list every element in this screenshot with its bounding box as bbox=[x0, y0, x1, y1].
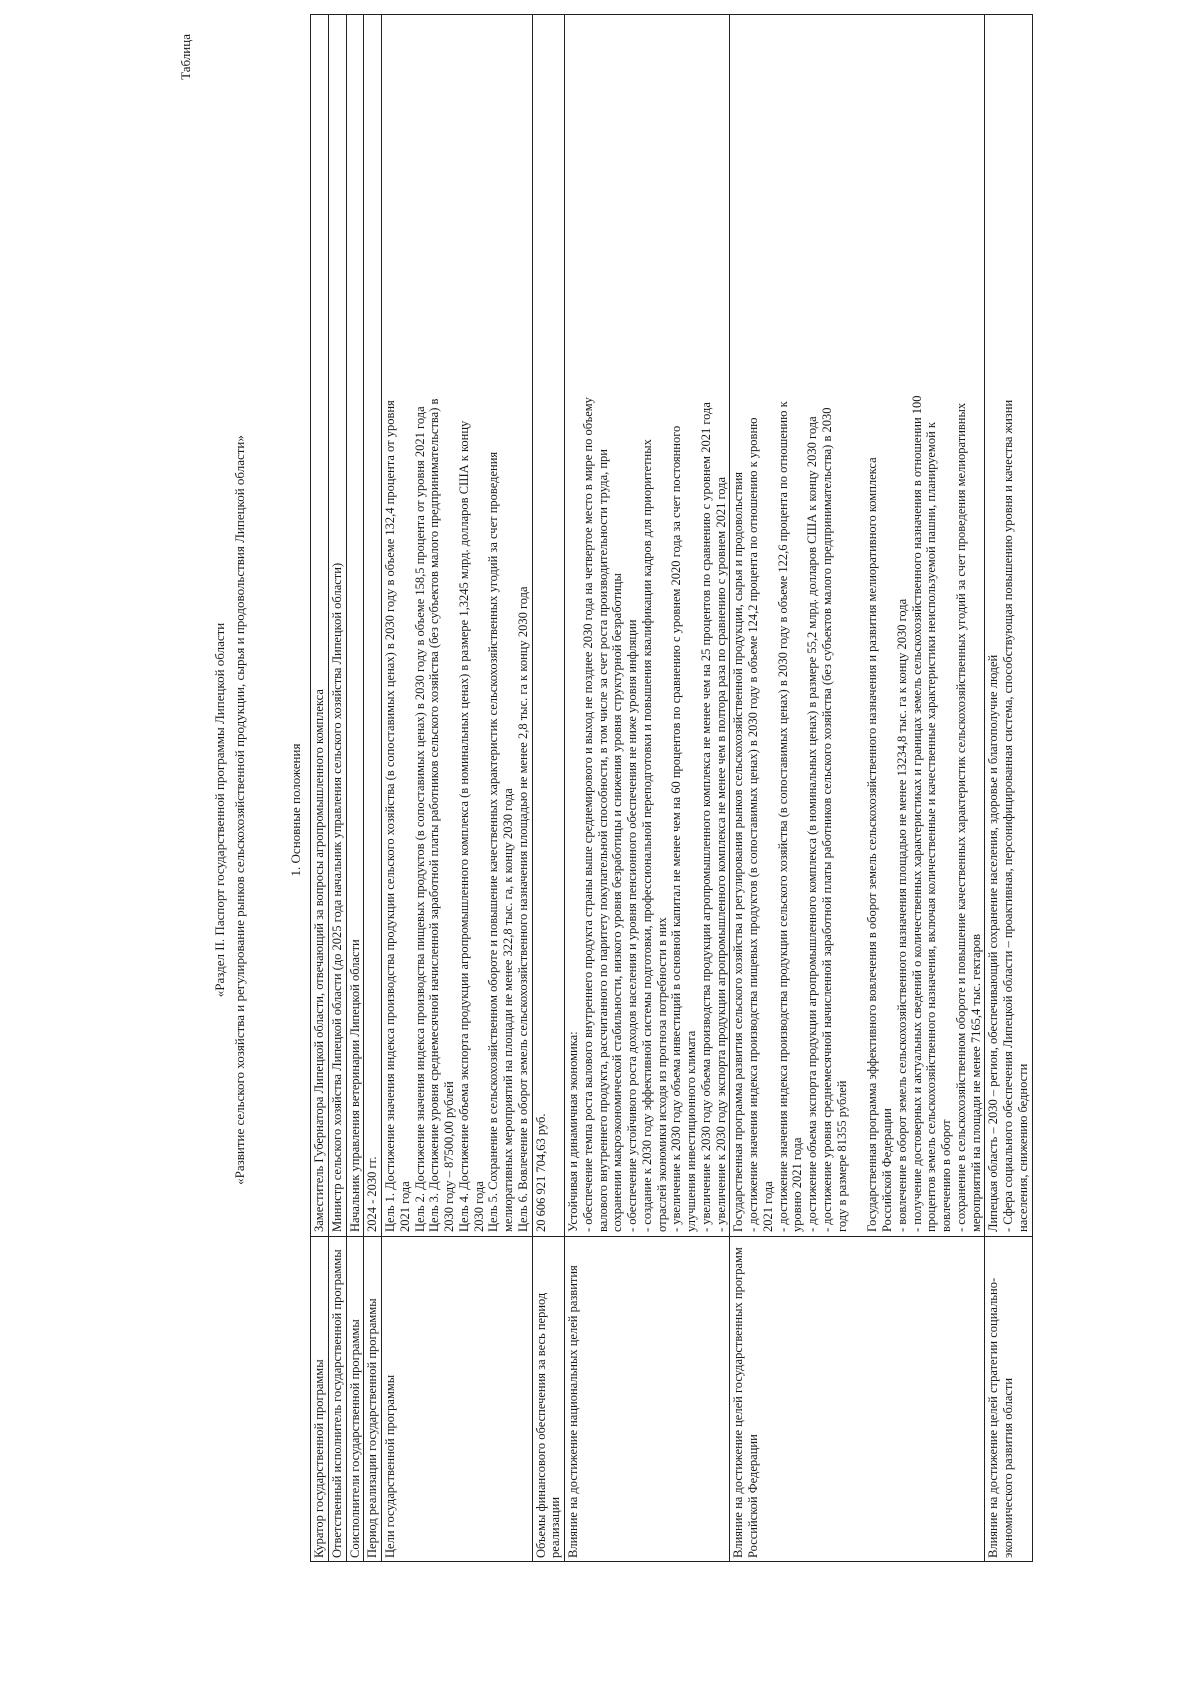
value-line: - сохранение в сельскохозяйственном обороте и повышение качественных характеристик сельскохозяйственных угодий за счет проведения мелиоративных bbox=[953, 402, 968, 1232]
table-row bbox=[328, 15, 346, 1562]
row-value bbox=[565, 15, 730, 1237]
value-line: Российской Федерации bbox=[880, 1108, 894, 1232]
value-line: Цель 3. Достижение уровня среднемесячной начисленной заработной платы работников сельского хозяйства (без субъектов малого предпринимательства) в bbox=[427, 398, 442, 1232]
value-line: Цель 5. Сохранение в сельскохозяйственном обороте и повышение качественных характеристик сельскохозяйственных угодий за счет проведения bbox=[486, 451, 501, 1232]
value-line: - достижение объема экспорта продукции агропромышленного комплекса (в номинальных ценах) в размере 55,2 млрд. долларов США к концу 2030 года bbox=[805, 416, 819, 1232]
value-line: 2030 года bbox=[471, 1181, 486, 1232]
value-line: 2030 году – 87500,00 рублей bbox=[442, 1081, 456, 1232]
value-line: Липецкая область – 2030 – регион, обеспечивающий сохранение населения, здоровье и благополучие людей bbox=[986, 654, 1001, 1232]
value-line: 2021 года bbox=[760, 1181, 775, 1232]
value-line: 2024 - 2030 гг. bbox=[365, 1156, 380, 1232]
row-value bbox=[532, 15, 565, 1237]
value-line: Начальник управления ветеринарии Липецкой области bbox=[347, 939, 362, 1232]
value-line: - обеспечение темпа роста валового внутреннего продукта страны выше среднемирового и выход не позднее 2030 года на четвертое место в мире по объему bbox=[580, 397, 595, 1232]
value-line: вовлечению в оборот bbox=[939, 1119, 953, 1232]
row-key: Влияние на достижение целей стратегии социально-экономического развития области bbox=[985, 1237, 1032, 1562]
value-line: Заместитель Губернатора Липецкой области, отвечающий за вопросы агропромышленного комплекса bbox=[312, 689, 326, 1232]
program-title: «Развитие сельского хозяйства и регулирование рынков сельскохозяйственной продукции, сырья и продовольствия Липецкой области» bbox=[232, 435, 247, 1185]
row-key: Объемы финансового обеспечения за весь период реализации bbox=[532, 1237, 565, 1562]
value-line: Цель 1. Достижение значения индекса производства продукции сельского хозяйства (в сопоставимых ценах) в 2030 году в объеме 132,4 процента от уровня bbox=[383, 400, 397, 1232]
value-line: - достижение значения индекса производства пищевых продуктов (в сопоставимых ценах) в 2030 году в объеме 124,2 процента по отношению к уровню bbox=[746, 417, 760, 1232]
subsection-title: 1. Основные положения bbox=[288, 743, 303, 877]
value-line: - вовлечение в оборот земель сельскохозяйственного назначения площадью не менее 13234,8 тыс. га к концу 2030 года bbox=[894, 598, 909, 1232]
row-value bbox=[730, 15, 985, 1237]
value-line: мелиоративных мероприятий на площади не менее 322,8 тыс. га, к концу 2030 года bbox=[501, 788, 515, 1232]
value-line: валового внутреннего продукта, рассчитанного по паритету покупательной способности, в том числе за счет роста производительности труда, при bbox=[595, 449, 610, 1232]
value-line: - достижение уровня среднемесячной начисленной заработной платы работников сельского хозяйства (без субъектов малого предпринимательства) в 2030 bbox=[819, 407, 834, 1232]
table-label: Таблица bbox=[178, 34, 193, 80]
row-key: Соисполнители государственной программы bbox=[346, 1237, 364, 1562]
value-line: отраслей экономики исходя из прогноза потребности в них bbox=[654, 917, 669, 1232]
value-line: - обеспечение устойчивого роста доходов населения и уровня пенсионного обеспечения не ниже уровня инфляции bbox=[625, 619, 639, 1232]
table-row bbox=[565, 15, 730, 1562]
value-line: 20 606 921 704,63 руб. bbox=[533, 1113, 548, 1232]
value-line: Цель 6. Вовлечение в оборот земель сельскохозяйственного назначения площадью не менее 2,8 тыс. га к концу 2030 года bbox=[515, 586, 530, 1232]
table-row bbox=[985, 15, 1032, 1562]
value-line: сохранении макроэкономической стабильности, низкого уровня безработицы и снижения уровня структурной безработицы bbox=[610, 573, 625, 1232]
value-line: уровню 2021 года bbox=[790, 1137, 805, 1232]
value-line: улучшения инвестиционного климата bbox=[684, 1030, 698, 1232]
row-key: Влияние на достижение целей государственных программ Российской Федерации bbox=[730, 1237, 985, 1562]
value-line: - создание к 2030 году эффективной системы подготовки, профессиональной переподготовки и повышения квалификации кадров для приоритетных bbox=[639, 439, 654, 1232]
table-row bbox=[311, 15, 329, 1562]
table-row bbox=[532, 15, 565, 1562]
row-value bbox=[328, 15, 346, 1237]
value-line: - получение достоверных и актуальных сведений о количественных характеристиках и границах земель сельскохозяйственного назначения в отношении 100 bbox=[909, 395, 924, 1232]
rotated-page bbox=[160, 10, 1080, 1610]
value-line: Государственная программа эффективного вовлечения в оборот земель сельскохозяйственного назначения и развития мелиоративного комплекса bbox=[865, 457, 880, 1232]
value-line: населения, снижению бедности bbox=[1015, 1063, 1030, 1232]
value-line: году в размере 81355 рублей bbox=[834, 1080, 849, 1232]
value-line: Цель 4. Достижение объема экспорта продукции агропромышленного комплекса (в номинальных ценах) в размере 1,3245 млрд. долларов США к концу bbox=[456, 420, 471, 1232]
row-key: Влияние на достижение национальных целей развития bbox=[565, 1237, 730, 1562]
value-line: Устойчивая и динамичная экономика: bbox=[566, 1031, 580, 1232]
value-line: - Сфера социального обеспечения Липецкой области – проактивная, персонифицированная система, способствующая повышению уровня и качества жизни bbox=[1001, 399, 1015, 1232]
value-line: Министр сельского хозяйства Липецкой области (до 2025 года начальник управления сельского хозяйства Липецкой области) bbox=[329, 562, 344, 1232]
section-title: «Раздел II. Паспорт государственной программы Липецкой области bbox=[212, 622, 227, 998]
value-line bbox=[849, 18, 865, 1232]
table-row bbox=[346, 15, 364, 1562]
table-row bbox=[364, 15, 382, 1562]
value-line: Цель 2. Достижение значения индекса производства пищевых продуктов (в сопоставимых ценах) в 2030 году в объеме 158,5 процента от уровня 2021 года bbox=[412, 406, 427, 1232]
value-line: Государственная программа развития сельского хозяйства и регулирования рынков сельскохозяйственной продукции, сырья и продовольствия bbox=[731, 471, 746, 1232]
row-key: Ответственный исполнитель государственной программы bbox=[328, 1237, 346, 1562]
row-key: Куратор государственной программы bbox=[311, 1237, 329, 1562]
value-line: 2021 года bbox=[397, 1181, 412, 1232]
value-line: мероприятий на площади не менее 7165,4 тыс. гектаров bbox=[968, 933, 983, 1232]
row-value bbox=[985, 15, 1032, 1237]
table-row bbox=[730, 15, 985, 1562]
value-line: - увеличение к 2030 году объема инвестиций в основной капитал не менее чем на 60 процентов по сравнению с уровнем 2020 года за счет постоянного bbox=[669, 425, 684, 1232]
row-value bbox=[382, 15, 533, 1237]
value-line: - увеличение к 2030 году экспорта продукции агропромышленного комплекса не менее чем в полтора раза по сравнению с уровнем 2021 года bbox=[713, 476, 728, 1232]
value-line: процентов земель сельскохозяйственного назначения, включая количественные и качественные характеристики неиспользуемой пашни, планируемой к bbox=[924, 422, 939, 1232]
row-value bbox=[311, 15, 329, 1237]
row-value bbox=[364, 15, 382, 1237]
value-line: - увеличение к 2030 году объема производства продукции агропромышленного комплекса не менее чем на 25 процентов по сравнению с уровнем 2021 года bbox=[698, 402, 713, 1232]
value-line: - достижение значения индекса производства продукции сельского хозяйства (в сопоставимых ценах) в 2030 году в объеме 122,6 процента по отношению к bbox=[775, 401, 790, 1232]
row-value bbox=[346, 15, 364, 1237]
row-key: Период реализации государственной программы bbox=[364, 1237, 382, 1562]
table-row bbox=[382, 15, 533, 1562]
passport-table bbox=[310, 14, 1033, 1562]
row-key: Цели государственной программы bbox=[382, 1237, 533, 1562]
